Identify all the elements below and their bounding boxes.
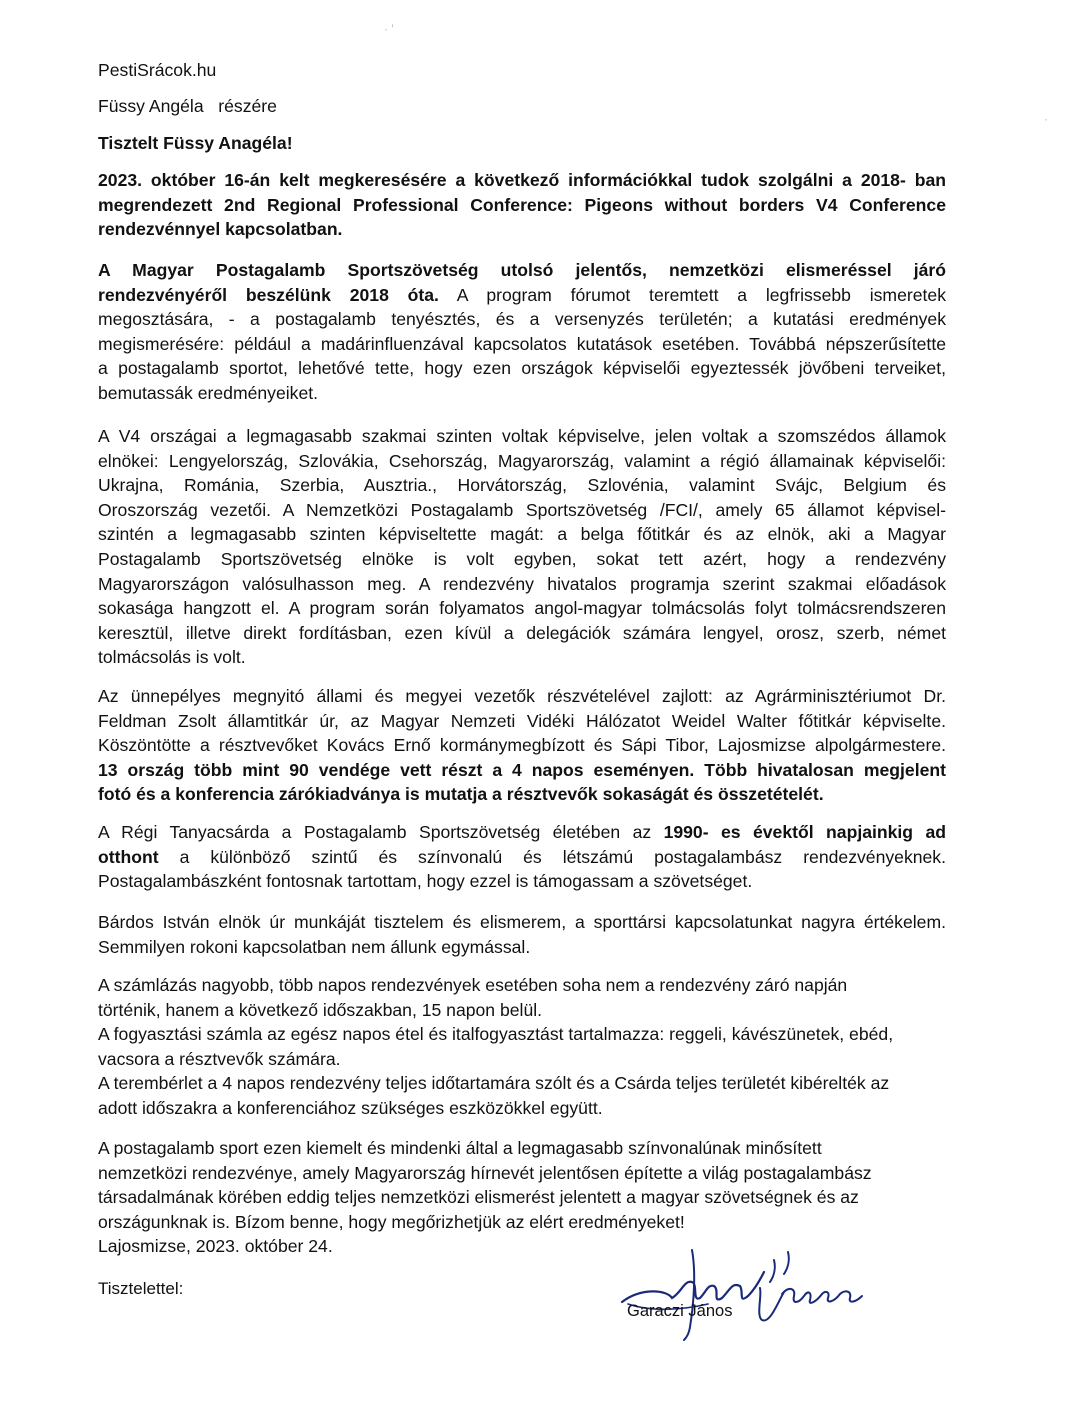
text-line: tolmácsolás is volt. bbox=[98, 647, 246, 668]
recipient-name: Füssy Angéla részére bbox=[98, 96, 277, 116]
text-line: 2023. október 16-án kelt megkeresésére a következő információkkal tudok szolgálni a 2018- ban bbox=[98, 170, 946, 190]
scan-speck: · ' bbox=[384, 22, 394, 36]
text-line: 13 ország több mint 90 vendége vett részt a 4 napos eseményen. Több hivatalosan megjelent bbox=[98, 759, 946, 780]
text-line: sokasága hangzott el. A program során folyamatos angol-magyar tolmácsolás folyt tolmácsrendszeren bbox=[98, 598, 946, 619]
text-line: fotó és a konferencia zárókiadványa is mutatja a résztvevők sokaságát és összetételét. bbox=[98, 784, 824, 805]
text-line bbox=[98, 283, 946, 308]
text-line: Bárdos István elnök úr munkáját tisztelem és elismerem, a sporttársi kapcsolatunkat nagyra értékelem. bbox=[98, 912, 946, 932]
text-line: Semmilyen rokoni kapcsolatban nem állunk egymással. bbox=[98, 936, 531, 957]
text-line: Postagalamb Sportszövetség elnöke is volt egyben, sokat tett azért, hogy a rendezvény bbox=[98, 549, 946, 569]
text-line: Az ünnepélyes megnyitó állami és megyei vezetők részvételével zajlott: az Agrárminisztériumot Dr. bbox=[98, 686, 946, 706]
text-line: nemzetközi rendezvénye, amely Magyarország hírnevét jelentősen építette a világ postagalambász bbox=[98, 1162, 872, 1183]
text-line: Köszöntötte a résztvevőket Kovács Ernő kormánymegbízott és Sápi Tibor, Lajosmizse alpolgármestere. bbox=[98, 735, 946, 756]
text-line: A V4 országai a legmagasabb szakmai szinten voltak képviselve, jelen voltak a szomszédos államok bbox=[98, 426, 946, 446]
text-line: a postagalamb sportot, lehetővé tette, hogy ezen országok képviselői egyeztessék jövőbeni terveiket, bbox=[98, 358, 946, 379]
scan-speck: · bbox=[1044, 112, 1048, 126]
text-line: megosztására, - a postagalamb tenyésztés, és a versenyzés területén; a kutatási eredmények bbox=[98, 309, 946, 330]
text-line: történik, hanem a következő időszakban, 15 napon belül. bbox=[98, 999, 543, 1020]
text-line: társadalmának körében eddig teljes nemzetközi elismerést jelentett a magyar szövetségnek és az bbox=[98, 1187, 859, 1208]
text-segment: otthont bbox=[98, 846, 159, 867]
text-line: rendezvénnyel kapcsolatban. bbox=[98, 219, 343, 240]
text-line: A számlázás nagyobb, több napos rendezvények esetében soha nem a rendezvény záró napján bbox=[98, 975, 848, 995]
recipient-site: PestiSrácok.hu bbox=[98, 60, 217, 80]
salutation: Tisztelt Füssy Anagéla! bbox=[98, 133, 293, 153]
text-segment: a különböző szintű és színvonalú és létszámú postagalambász rendezvényeknek. bbox=[158, 846, 946, 867]
text-line: A fogyasztási számla az egész napos étel és italfogyasztást tartalmazza: reggeli, kávészünetek, ebéd, bbox=[98, 1024, 894, 1045]
text-line bbox=[98, 258, 946, 283]
text-line: A terembérlet a 4 napos rendezvény teljes időtartamára szólt és a Csárda teljes területét kibérelték az bbox=[98, 1073, 890, 1094]
text-line bbox=[98, 820, 946, 845]
text-line: Feldman Zsolt államtitkár úr, az Magyar Nemzeti Vidéki Hálózatot Weidel Walter főtitkár képviselte. bbox=[98, 710, 946, 731]
text-line: elnökei: Lengyelország, Szlovákia, Csehország, Magyarország, valamint a régió államainak képviselői: bbox=[98, 450, 946, 471]
text-line: Oroszország vezetői. A Nemzetközi Postagalamb Sportszövetség /FCI/, amely 65 államot képvisel- bbox=[98, 499, 946, 520]
text-line: bemutassák eredményeiket. bbox=[98, 383, 319, 403]
text-segment: A Magyar Postagalamb Sportszövetség utolsó jelentős, nemzetközi elismeréssel járó bbox=[98, 260, 946, 280]
text-segment: 1990- es évektől napjainkig ad bbox=[663, 822, 946, 842]
text-line: országunknak is. Bízom benne, hogy megőrizhetjük az elért eredményeket! bbox=[98, 1211, 685, 1232]
text-line: megismerésére: például a madárinfluenzával kapcsolatos kutatások esetében. Továbbá népszerűsítette bbox=[98, 333, 946, 354]
text-line: A postagalamb sport ezen kiemelt és mindenki által a legmagasabb színvonalúnak minősített bbox=[98, 1138, 822, 1158]
text-line: Lajosmizse, 2023. október 24. bbox=[98, 1236, 333, 1257]
text-line: vacsora a résztvevők számára. bbox=[98, 1048, 341, 1069]
handwritten-signature bbox=[612, 1232, 872, 1342]
text-line: adott időszakra a konferenciához szükséges eszközökkel együtt. bbox=[98, 1098, 603, 1118]
text-segment: A Régi Tanyacsárda a Postagalamb Sportszövetség életében az bbox=[98, 822, 664, 842]
text-line: Ukrajna, Románia, Szerbia, Ausztria., Horvátország, Szlovénia, valamint Svájc, Belgium és bbox=[98, 475, 946, 496]
text-line: Postagalambászként fontosnak tartottam, hogy ezzel is támogassam a szövetséget. bbox=[98, 871, 753, 892]
text-line: Magyarországon valósulhasson meg. A rendezvény hivatalos programja szerint szakmai előadások bbox=[98, 573, 946, 594]
text-line: megrendezett 2nd Regional Professional Conference: Pigeons without borders V4 Conference bbox=[98, 194, 946, 215]
text-segment: rendezvényéről beszélünk 2018 óta. bbox=[98, 284, 439, 305]
signer-name: Garaczi János bbox=[627, 1302, 733, 1320]
text-line: keresztül, illetve direkt fordításban, ezen kívül a delegációk számára lengyel, orosz, szerb, német bbox=[98, 622, 946, 643]
text-segment: A program fórumot teremtett a legfrissebb ismeretek bbox=[438, 284, 946, 305]
text-line bbox=[98, 845, 946, 870]
closing: Tisztelettel: bbox=[98, 1279, 184, 1298]
text-line: szintén a legmagasabb szinten képviseltette magát: a belga főtitkár és az elnök, aki a Magyar bbox=[98, 524, 946, 545]
